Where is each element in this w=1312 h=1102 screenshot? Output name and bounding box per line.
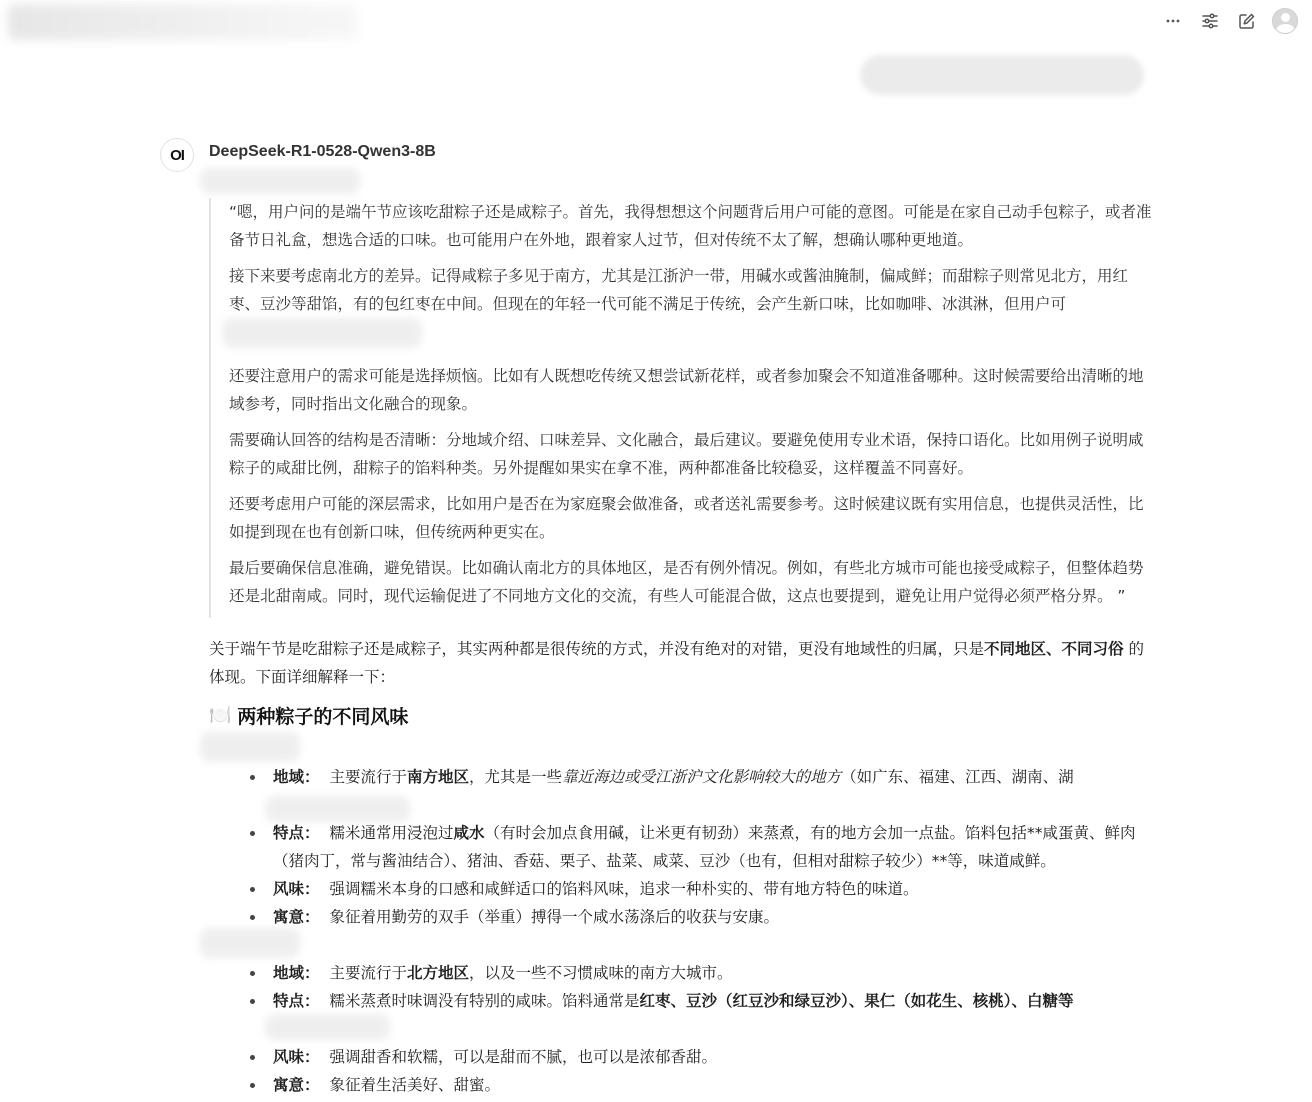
list-item [250,903,1150,931]
list-text: 主要流行于 [329,964,408,982]
list-bold: 南方地区 [407,768,470,786]
sweet-list-cont [250,1043,1150,1099]
list-bold: 咸水 [453,824,485,842]
reasoning-paragraph: 需要确认回答的结构是否清晰：分地域介绍、口味差异、文化融合，最后建议。要避免使用专业术语，保持口语化。比如用例子说明咸粽子的咸甜比例，甜粽子的馅料种类。另外提醒如果实在拿不准，两种都准备比较稳妥，这样覆盖不同喜好。 [229,431,1144,477]
reasoning-paragraph: 最后要确保信息准确，避免错误。比如确认南北方的具体地区，是否有例外情况。例如，有些北方城市可能也接受咸粽子，但整体趋势还是北甜南咸。同时，现代运输促进了不同地方文化的交流，有些人可能混合做，这点也要提到，避免让用户觉得必须严格分界。 ” [229,559,1144,605]
list-bold: 红枣、豆沙（红豆沙和绿豆沙）、果仁（如花生、核桃）、白糖等 [639,992,1074,1010]
model-logo-text: OI [170,146,184,164]
top-bar [0,0,1312,42]
list-text: 象征着用勤劳的双手（举重）搏得一个咸水荡涤后的收获与安康。 [329,908,780,926]
answer-intro-text: 关于端午节是吃甜粽子还是咸粽子，其实两种都是很传统的方式，并没有绝对的对错，更没有地域性的归属，只是 [209,640,985,658]
redacted-text [265,1014,390,1040]
list-key: 风味： [273,880,320,898]
subheading-redacted [200,732,300,762]
list-text: ，以及一些不习惯咸味的南方大城市。 [469,964,733,982]
user-message-redacted [860,55,1144,95]
user-avatar-icon[interactable] [1272,8,1298,34]
answer-intro-tail: 的体现。下面详细解释一下： [209,640,1144,686]
sliders-icon[interactable] [1198,9,1222,33]
more-horizontal-icon[interactable] [1161,9,1185,33]
plate-icon: 🍽️ [209,705,232,726]
list-key: 寓意： [273,1076,320,1094]
list-text: ，尤其是一些 [469,768,563,786]
sweet-list [250,959,1150,1015]
list-item [250,1071,1150,1099]
list-text: 强调甜香和软糯，可以是甜而不腻，也可以是浓郁香甜。 [329,1048,718,1066]
list-text: （如广东、福建、江西、湖南、湖 [841,768,1074,786]
list-key: 风味： [273,1048,320,1066]
list-key: 特点： [273,824,320,842]
thinking-toggle-redacted[interactable] [200,168,360,194]
subheading-redacted [200,928,300,958]
list-text: 糯米通常用浸泡过 [329,824,454,842]
list-item [250,987,1150,1015]
salty-list-cont [250,819,1150,931]
model-name: DeepSeek-R1-0528-Qwen3-8B [209,143,436,160]
list-item [250,1043,1150,1071]
answer-intro-bold: 不同地区、不同习俗 [984,640,1124,658]
list-key: 地域： [273,768,320,786]
top-actions [1161,8,1298,34]
redacted-text [222,318,422,348]
list-text: 主要流行于 [329,768,408,786]
section-heading-text: 两种粽子的不同风味 [237,706,409,728]
section-heading [209,702,408,729]
list-italic: 靠近海边或受江浙沪文化影响较大的地方 [562,768,842,786]
list-item [250,763,1150,791]
reasoning-block [209,198,1154,618]
list-key: 特点： [273,992,320,1010]
model-logo-icon [160,138,194,172]
reasoning-paragraph: “嗯，用户问的是端午节应该吃甜粽子还是咸粽子。首先，我得想想这个问题背后用户可能的意图。可能是在家自己动手包粽子，或者准备节日礼盒，想选合适的口味。也可能用户在外地，跟着家人过节，但对传统不太了解，想确认哪种更地道。 [229,203,1152,249]
list-text: 强调糯米本身的口感和咸鲜适口的馅料风味，追求一种朴实的、带有地方特色的味道。 [329,880,919,898]
list-bold: 北方地区 [407,964,470,982]
reasoning-paragraph: 还要考虑用户可能的深层需求，比如用户是否在为家庭聚会做准备，或者送礼需要参考。这时候建议既有实用信息，也提供灵活性，比如提到现在也有创新口味，但传统两种更实在。 [229,495,1144,541]
reasoning-paragraph: 接下来要考虑南北方的差异。记得咸粽子多见于南方，尤其是江浙沪一带，用碱水或酱油腌制，偏咸鲜；而甜粽子则常见北方，用红枣、豆沙等甜馅，有的包红枣在中间。但现在的年轻一代可能不满足于传统，会产生新口味，比如咖啡、冰淇淋，但用户可 [229,267,1129,313]
list-text: （有时会加点食用碱，让米更有韧劲）来蒸煮，有的地方会加一点盐。馅料包括**咸蛋黄、鲜肉（猪肉丁，常与酱油结合）、猪油、香菇、栗子、盐菜、咸菜、豆沙（也有，但相对甜粽子较少）**等，味道咸鲜。 [273,824,1136,870]
edit-icon[interactable] [1235,9,1259,33]
list-key: 地域： [273,964,320,982]
list-text: 象征着生活美好、甜蜜。 [329,1076,501,1094]
list-item [250,959,1150,987]
list-text: 糯米蒸煮时味调没有特别的咸味。馅料通常是 [329,992,640,1010]
list-item [250,875,1150,903]
chat-title-redacted [8,4,358,40]
salty-list [250,763,1150,791]
list-key: 寓意： [273,908,320,926]
reasoning-paragraph: 还要注意用户的需求可能是选择烦恼。比如有人既想吃传统又想尝试新花样，或者参加聚会不知道准备哪种。这时候需要给出清晰的地域参考，同时指出文化融合的现象。 [229,367,1144,413]
list-item [250,819,1150,875]
answer-intro [209,635,1144,691]
